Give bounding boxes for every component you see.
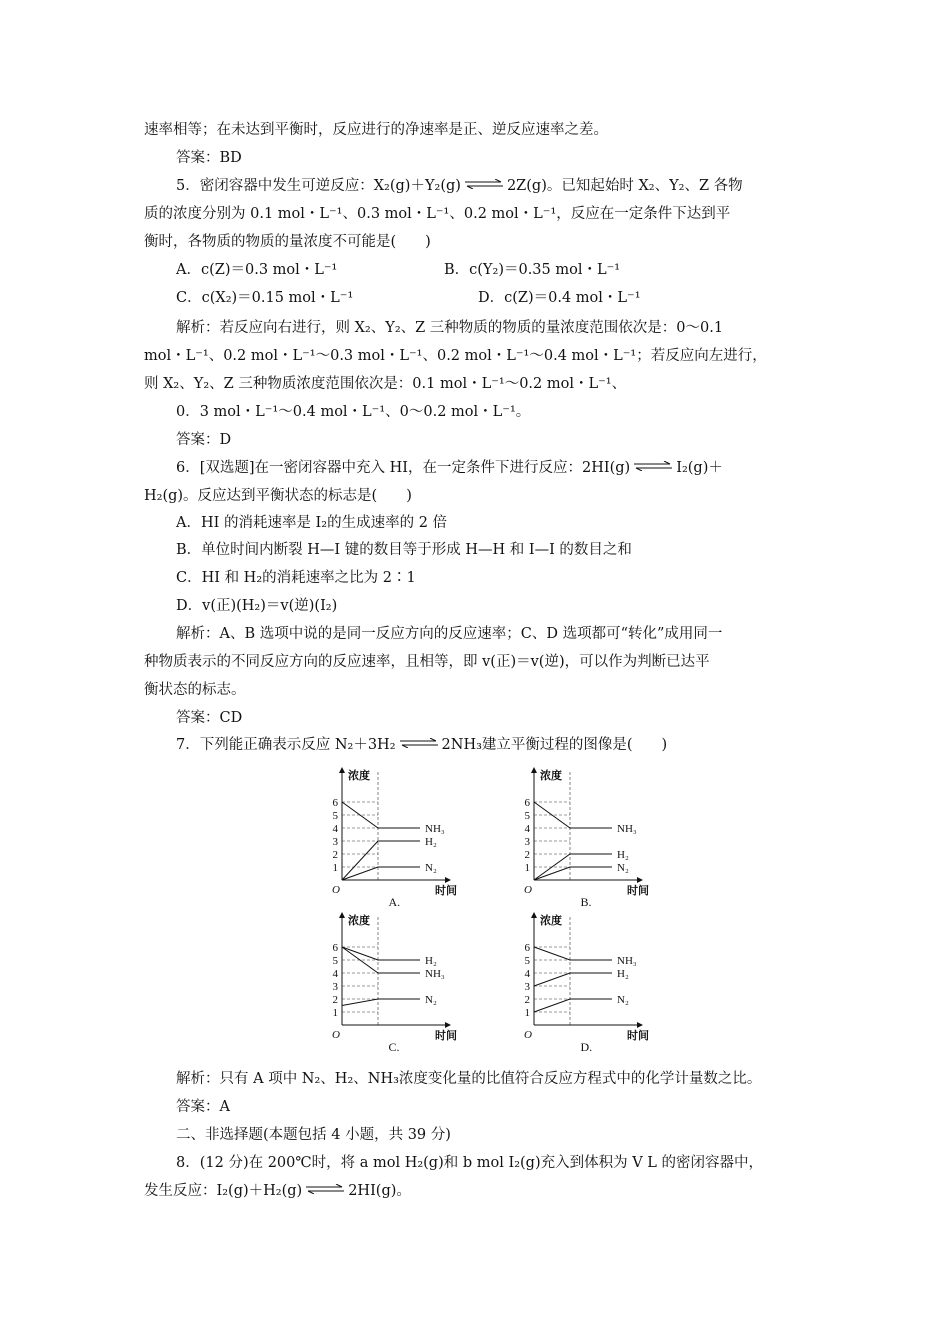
y-tick-label: 5 bbox=[524, 955, 530, 967]
y-tick-label: 4 bbox=[524, 823, 530, 835]
q6-explanation-2: 种物质表示的不同反应方向的反应速率，且相等，即 v(正)＝v(逆)，可以作为判断已达平 bbox=[144, 654, 710, 670]
chart-b-svg bbox=[512, 765, 662, 909]
text-line: 速率相等；在未达到平衡时，反应进行的净速率是正、逆反应速率之差。 bbox=[144, 122, 608, 138]
chart-b bbox=[512, 765, 662, 909]
equilibrium-arrow-icon bbox=[306, 1184, 344, 1194]
series-label: NH₃ bbox=[425, 968, 445, 980]
answer-4: 答案：BD bbox=[176, 150, 242, 166]
series-line bbox=[534, 867, 612, 880]
x-axis-arrow-icon bbox=[445, 1022, 451, 1028]
section-heading: 二、非选择题(本题包括 4 小题，共 39 分) bbox=[176, 1127, 451, 1143]
q7-prefix: 7．下列能正确表示反应 N₂＋3H₂ bbox=[176, 737, 396, 753]
y-axis-label: 浓度 bbox=[348, 770, 370, 782]
y-tick-label: 4 bbox=[524, 968, 530, 980]
q6-line1b: I₂(g)＋ bbox=[676, 460, 723, 476]
chart-a-svg bbox=[320, 765, 470, 909]
y-axis-arrow-icon bbox=[339, 912, 345, 918]
q5-prefix: 5．密闭容器中发生可逆反应： bbox=[176, 178, 374, 194]
chart-a bbox=[320, 765, 470, 909]
chart-d-svg bbox=[512, 910, 662, 1054]
q6-explanation-1: 解析：A、B 选项中说的是同一反应方向的反应速率；C、D 选项都可“转化”成用同一 bbox=[176, 626, 723, 642]
series-line bbox=[342, 947, 420, 960]
chart-c bbox=[320, 910, 470, 1054]
series-label: H₂ bbox=[617, 849, 629, 861]
answer-6: 答案：CD bbox=[176, 710, 243, 726]
x-axis-arrow-icon bbox=[445, 877, 451, 883]
q6-option-a: A．HI 的消耗速率是 I₂的生成速率的 2 倍 bbox=[176, 515, 448, 531]
series-label: N₂ bbox=[425, 994, 437, 1006]
q8-line2b: 2HI(g)。 bbox=[348, 1183, 411, 1199]
x-axis-label: 时间 bbox=[627, 885, 649, 897]
q6-option-c: C．HI 和 H₂的消耗速率之比为 2∶1 bbox=[176, 570, 416, 586]
y-tick-label: 3 bbox=[332, 981, 338, 993]
y-tick-label: 2 bbox=[524, 849, 530, 861]
series-line bbox=[534, 973, 612, 986]
y-axis-label: 浓度 bbox=[540, 770, 562, 782]
q7-suffix: 2NH₃建立平衡过程的图像是( ) bbox=[441, 737, 668, 753]
y-axis-label: 浓度 bbox=[348, 915, 370, 927]
y-tick-label: 2 bbox=[524, 994, 530, 1006]
chart-caption: D. bbox=[580, 1040, 593, 1054]
y-tick-label: 2 bbox=[332, 849, 338, 861]
answer-5: 答案：D bbox=[176, 432, 232, 448]
series-label: NH₃ bbox=[617, 955, 637, 967]
y-tick-label: 3 bbox=[524, 981, 530, 993]
question-5-line3: 衡时，各物质的物质的量浓度不可能是( ) bbox=[144, 234, 431, 250]
y-tick-label: 5 bbox=[524, 810, 530, 822]
y-tick-label: 1 bbox=[332, 1007, 338, 1019]
origin-label: O bbox=[524, 884, 532, 896]
y-axis-arrow-icon bbox=[339, 767, 345, 773]
x-axis-label: 时间 bbox=[435, 1030, 457, 1042]
y-axis-label: 浓度 bbox=[540, 915, 562, 927]
y-tick-label: 3 bbox=[332, 836, 338, 848]
question-8-line1: 8．(12 分)在 200℃时，将 a mol H₂(g)和 b mol I₂(g)充入到体积为 V L 的密闭容器中， bbox=[176, 1155, 764, 1171]
q5-option-c: C．c(X₂)＝0.15 mol・L⁻¹ bbox=[176, 290, 354, 306]
y-tick-label: 1 bbox=[524, 862, 530, 874]
question-5-line2: 质的浓度分别为 0.1 mol・L⁻¹、0.3 mol・L⁻¹、0.2 mol・L⁻¹，反应在一定条件下达到平 bbox=[144, 206, 731, 222]
equilibrium-arrow-icon bbox=[400, 738, 438, 748]
chart-caption: B. bbox=[580, 895, 592, 909]
series-label: N₂ bbox=[425, 862, 437, 874]
equilibrium-arrow-icon bbox=[634, 461, 672, 471]
y-tick-label: 1 bbox=[524, 1007, 530, 1019]
q5-eq-left: X₂(g)＋Y₂(g) bbox=[373, 178, 461, 194]
q6-explanation-3: 衡状态的标志。 bbox=[144, 682, 246, 698]
q5-option-d: D．c(Z)＝0.4 mol・L⁻¹ bbox=[478, 290, 641, 306]
q7-explanation: 解析：只有 A 项中 N₂、H₂、NH₃浓度变化量的比值符合反应方程式中的化学计量数之比。 bbox=[176, 1071, 762, 1087]
y-tick-label: 4 bbox=[332, 968, 338, 980]
q5-text2: 已知起始时 X₂、Y₂、Z 各物 bbox=[561, 178, 743, 194]
y-tick-label: 1 bbox=[332, 862, 338, 874]
question-6-line2: H₂(g)。反应达到平衡状态的标志是( ) bbox=[144, 488, 412, 504]
y-axis-arrow-icon bbox=[531, 912, 537, 918]
answer-7: 答案：A bbox=[176, 1099, 230, 1115]
series-label: NH₃ bbox=[425, 823, 445, 835]
q5-option-a: A．c(Z)＝0.3 mol・L⁻¹ bbox=[176, 262, 338, 278]
q6-line1: 6．[双选题]在一密闭容器中充入 HI，在一定条件下进行反应：2HI(g) bbox=[176, 460, 631, 476]
x-axis-arrow-icon bbox=[637, 877, 643, 883]
origin-label: O bbox=[332, 884, 340, 896]
chart-caption: A. bbox=[388, 895, 401, 909]
series-label: NH₃ bbox=[617, 823, 637, 835]
y-tick-label: 5 bbox=[332, 810, 338, 822]
question-5-stem bbox=[176, 176, 743, 196]
q8-line2a: 发生反应：I₂(g)＋H₂(g) bbox=[144, 1183, 303, 1199]
series-label: H₂ bbox=[425, 836, 437, 848]
q5-explanation-1: 解析：若反应向右进行，则 X₂、Y₂、Z 三种物质的物质的量浓度范围依次是：0～0.1 bbox=[176, 320, 724, 336]
q5-eq-right: 2Z(g)。 bbox=[506, 178, 562, 194]
y-tick-label: 5 bbox=[332, 955, 338, 967]
series-label: N₂ bbox=[617, 994, 629, 1006]
y-tick-label: 6 bbox=[332, 797, 338, 809]
y-tick-label: 2 bbox=[332, 994, 338, 1006]
q6-option-d: D．v(正)(H₂)＝v(逆)(I₂) bbox=[176, 598, 338, 614]
y-tick-label: 6 bbox=[332, 942, 338, 954]
chart-c-svg bbox=[320, 910, 470, 1054]
q5-explanation-3: 则 X₂、Y₂、Z 三种物质浓度范围依次是：0.1 mol・L⁻¹～0.2 mol・L⁻¹、 bbox=[144, 376, 627, 392]
y-axis-arrow-icon bbox=[531, 767, 537, 773]
question-6-stem bbox=[176, 458, 723, 478]
series-line bbox=[342, 841, 420, 880]
x-axis-label: 时间 bbox=[627, 1030, 649, 1042]
chart-d bbox=[512, 910, 662, 1054]
question-7-stem bbox=[176, 735, 667, 755]
q5-option-b: B．c(Y₂)＝0.35 mol・L⁻¹ bbox=[444, 262, 621, 278]
series-line bbox=[342, 999, 420, 1006]
y-tick-label: 6 bbox=[524, 942, 530, 954]
origin-label: O bbox=[524, 1029, 532, 1041]
series-label: H₂ bbox=[425, 955, 437, 967]
series-line bbox=[342, 867, 420, 880]
y-tick-label: 4 bbox=[332, 823, 338, 835]
equilibrium-arrow-icon bbox=[465, 179, 503, 189]
y-tick-label: 6 bbox=[524, 797, 530, 809]
q5-explanation-4: 0．3 mol・L⁻¹～0.4 mol・L⁻¹、0～0.2 mol・L⁻¹。 bbox=[176, 404, 531, 420]
series-line bbox=[534, 947, 612, 960]
x-axis-label: 时间 bbox=[435, 885, 457, 897]
series-label: N₂ bbox=[617, 862, 629, 874]
series-label: H₂ bbox=[617, 968, 629, 980]
q6-option-b: B．单位时间内断裂 H—I 键的数目等于形成 H—H 和 I—I 的数目之和 bbox=[176, 542, 632, 558]
x-axis-arrow-icon bbox=[637, 1022, 643, 1028]
origin-label: O bbox=[332, 1029, 340, 1041]
chart-caption: C. bbox=[388, 1040, 400, 1054]
q5-explanation-2: mol・L⁻¹、0.2 mol・L⁻¹～0.3 mol・L⁻¹、0.2 mol・L⁻¹～0.4 mol・L⁻¹；若反应向左进行， bbox=[144, 348, 767, 364]
series-line bbox=[534, 999, 612, 1012]
question-8-line2 bbox=[144, 1181, 411, 1201]
y-tick-label: 3 bbox=[524, 836, 530, 848]
